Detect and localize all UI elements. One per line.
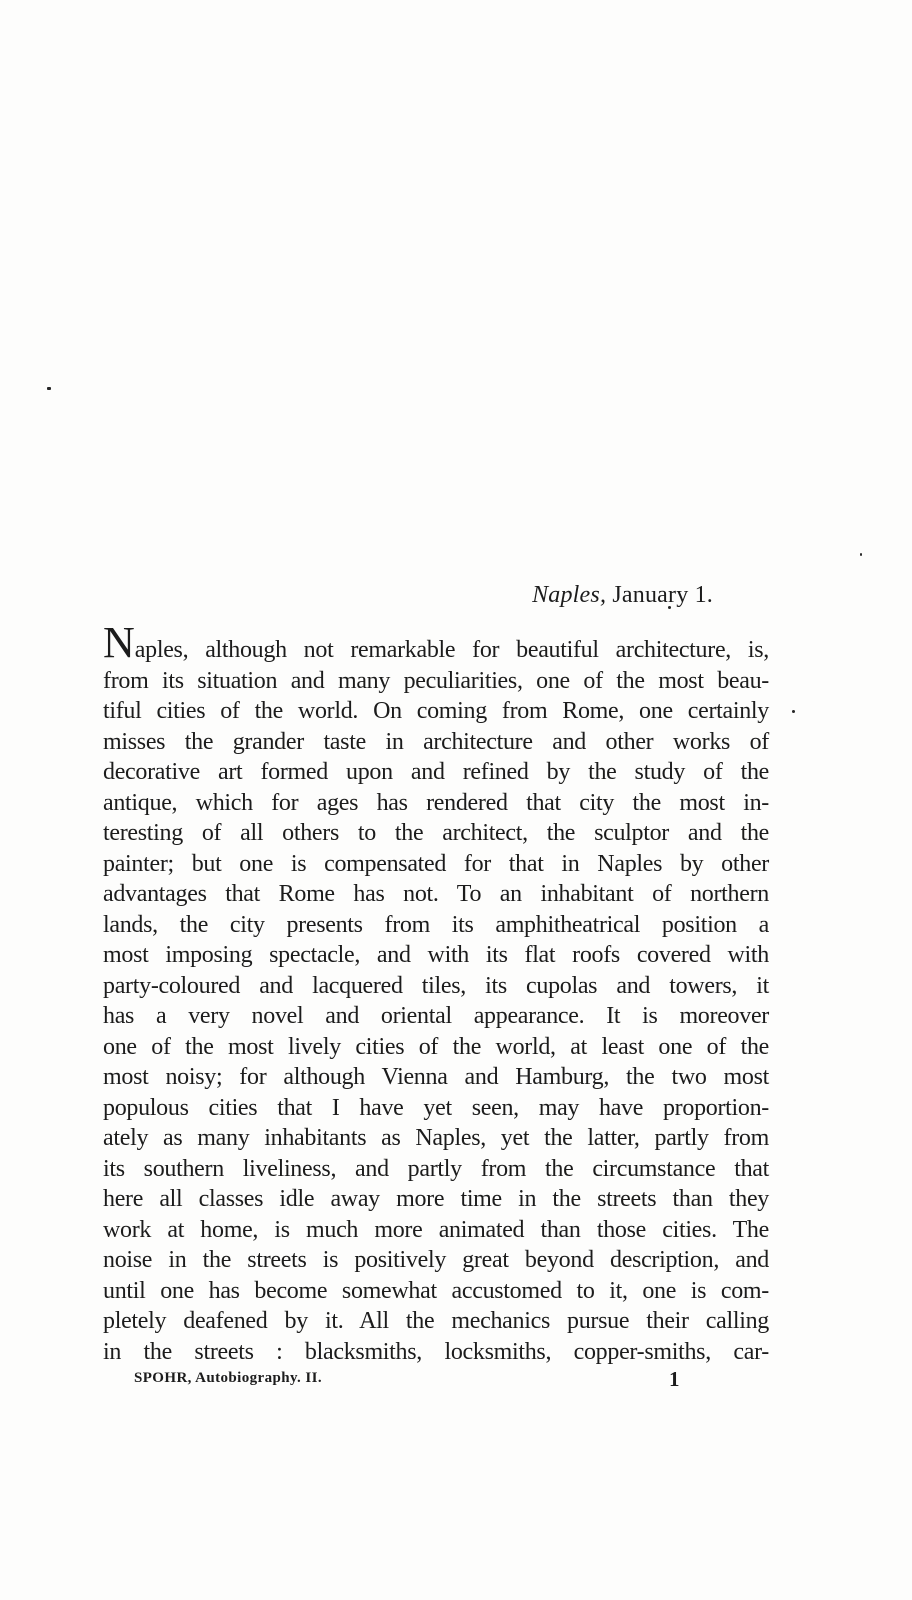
- text-line: advantages that Rome has not. To an inhabitant of northern: [103, 881, 769, 907]
- text-line: pletely deafened by it. All the mechanics pursue their calling: [103, 1308, 769, 1334]
- text-line: one of the most lively cities of the world, at least one of the: [103, 1033, 769, 1060]
- dateline-date: January 1.: [612, 582, 713, 608]
- text-line: in the streets : blacksmiths, locksmiths, copper-smiths, car-: [103, 1338, 769, 1365]
- text-line: ately as many inhabitants as Naples, yet the latter, partly from: [103, 1125, 769, 1151]
- scan-speck: [792, 710, 795, 713]
- text-line: teresting of all others to the architect, the sculptor and the: [103, 820, 769, 846]
- text-line: has a very novel and oriental appearance. It is moreover: [103, 1003, 769, 1029]
- text-line: noise in the streets is positively great beyond description, and: [103, 1247, 769, 1273]
- scan-speck: [47, 387, 51, 390]
- dateline-place: Naples,: [532, 582, 607, 608]
- text-line: here all classes idle away more time in the streets than they: [103, 1186, 769, 1212]
- page-number: 1: [669, 1367, 680, 1391]
- text-line-content: aples, although not remarkable for beautiful architecture, is,: [134, 637, 769, 663]
- text-line: painter; but one is compensated for that in Naples by other: [103, 850, 769, 877]
- text-line: until one has become somewhat accustomed to it, one is com-: [103, 1277, 769, 1304]
- text-line: populous cities that I have yet seen, may have proportion-: [103, 1094, 769, 1121]
- text-line: party-coloured and lacquered tiles, its cupolas and towers, it: [103, 972, 769, 999]
- text-line: work at home, is much more animated than those cities. The: [103, 1216, 769, 1243]
- text-line: from its situation and many peculiarities, one of the most beau-: [103, 667, 769, 694]
- text-line: antique, which for ages has rendered that city the most in-: [103, 789, 769, 816]
- initial-capital: N: [103, 618, 135, 667]
- text-line: most noisy; for although Vienna and Hamburg, the two most: [103, 1064, 769, 1090]
- text-line: decorative art formed upon and refined by the study of the: [103, 759, 769, 785]
- text-line: misses the grander taste in architecture and other works of: [103, 728, 769, 755]
- text-line: [103, 618, 769, 667]
- text-line: tiful cities of the world. On coming from Rome, one certainly: [103, 698, 769, 724]
- running-footer-signature: SPOHR, Autobiography. II.: [134, 1370, 322, 1386]
- dateline: [532, 582, 713, 608]
- text-line: lands, the city presents from its amphitheatrical position a: [103, 911, 769, 938]
- text-line: its southern liveliness, and partly from the circumstance that: [103, 1155, 769, 1182]
- paragraph: [103, 618, 769, 1367]
- text-line: most imposing spectacle, and with its flat roofs covered with: [103, 942, 769, 968]
- scan-speck: [860, 553, 862, 556]
